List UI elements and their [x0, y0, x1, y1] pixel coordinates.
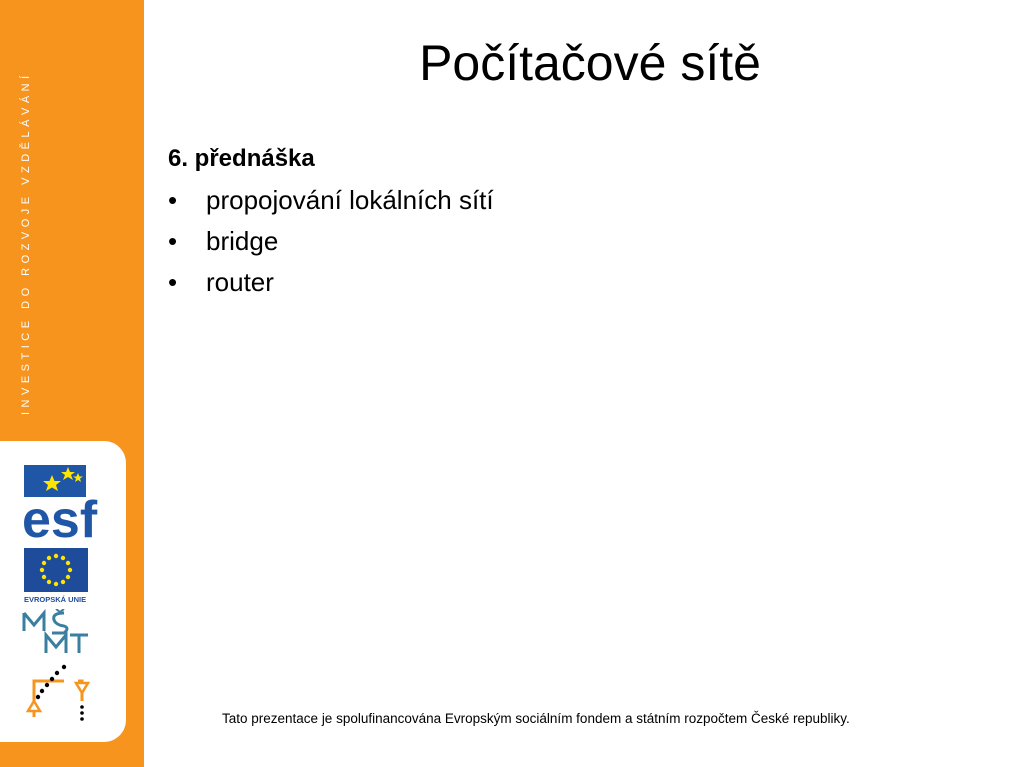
triangle-arrows-logo — [22, 659, 92, 723]
bullet-text: router — [206, 267, 274, 297]
sidebar — [0, 0, 144, 767]
bullet-text: bridge — [206, 226, 279, 256]
bullet-item — [168, 224, 494, 265]
footer-text: Tato prezentace je spolufinancována Evropským sociálním fondem a státním rozpočtem České republiky. — [222, 711, 850, 726]
eu-logo-text: EVROPSKÁ UNIE — [24, 595, 87, 604]
bullet-item — [168, 265, 494, 306]
bullet-marker: • — [168, 267, 178, 297]
sidebar-vertical-text: INVESTICE DO ROZVOJE VZDĚLÁVÁNÍ — [20, 71, 32, 415]
bullet-list — [168, 183, 494, 306]
esf-logo — [22, 463, 110, 541]
slide-title: Počítačové sítě — [419, 35, 761, 91]
logo-panel — [0, 441, 126, 742]
esf-logo-text: esf — [22, 491, 98, 541]
bullet-marker: • — [168, 226, 178, 256]
msmt-logo — [22, 609, 92, 655]
eu-flag-logo — [22, 548, 92, 604]
bullet-text: propojování lokálních sítí — [206, 185, 494, 215]
lecture-heading: 6. přednáška — [168, 145, 315, 172]
bullet-item — [168, 183, 494, 224]
bullet-marker: • — [168, 185, 178, 215]
